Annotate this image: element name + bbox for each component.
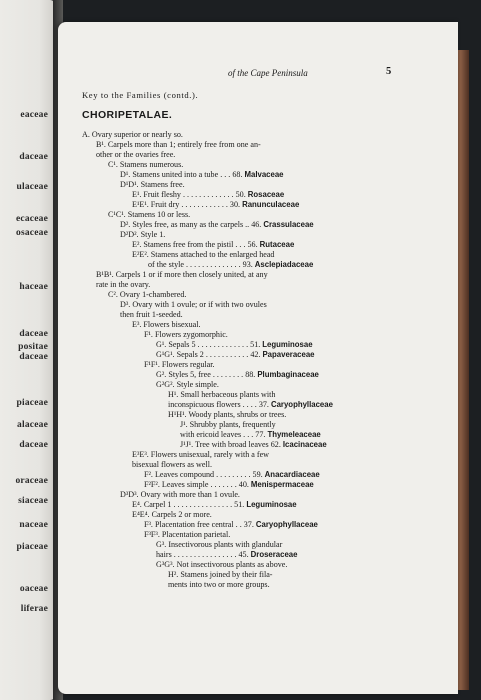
key-line (180, 420, 276, 430)
key-line-text: rate in the ovary. (96, 280, 151, 289)
family-name: Plumbaginaceae (257, 370, 319, 379)
key-line (120, 490, 240, 500)
key-line-text: D². Styles free, as many as the carpels .. 46. (120, 220, 264, 229)
left-page-fragment: oaceae (19, 584, 48, 594)
running-head: of the Cape Peninsula (228, 68, 308, 78)
key-line (108, 160, 183, 170)
key-line (144, 480, 314, 490)
key-line (96, 270, 268, 280)
key-line-text: G²G². Style simple. (156, 380, 219, 389)
family-name: Papaveraceae (262, 350, 315, 359)
key-line-text: D¹. Stamens united into a tube . . . 68. (120, 170, 245, 179)
key-line (144, 330, 228, 340)
key-line (120, 180, 185, 190)
left-page-fragment: positae (18, 342, 48, 352)
left-page-fragment: eaceae (20, 110, 48, 120)
key-line (132, 500, 297, 510)
key-line (180, 430, 321, 440)
key-line (96, 140, 261, 150)
key-line (132, 250, 274, 260)
family-name: Caryophyllaceae (270, 400, 333, 409)
key-line (156, 550, 297, 560)
family-name: Thymeleaceae (267, 430, 321, 439)
key-line-text: other or the ovaries free. (96, 150, 176, 159)
left-page-fragment: liferae (20, 604, 48, 614)
family-name: Ranunculaceae (242, 200, 300, 209)
key-line-text: D³. Ovary with 1 ovule; or if with two ovules (120, 300, 267, 309)
key-line-text: F³F³. Placentation parietal. (144, 530, 231, 539)
key-line-text: E¹E¹. Fruit dry . . . . . . . . . . . . 30. (132, 200, 243, 209)
key-line (132, 190, 284, 200)
family-name: Anacardiaceae (264, 470, 320, 479)
key-line (120, 300, 267, 310)
left-page (0, 0, 56, 700)
key-line-text: G³G³. Not insectivorous plants as above. (156, 560, 288, 569)
key-line-text: ments into two or more groups. (168, 580, 270, 589)
key-line (132, 460, 212, 470)
page-number: 5 (386, 66, 392, 77)
left-page-fragment: osaceae (16, 228, 48, 238)
key-line-text: B¹B¹. Carpels 1 or if more then closely united, at any (96, 270, 268, 279)
left-page-fragment: naceae (19, 520, 48, 530)
family-name: Leguminosae (246, 500, 297, 509)
key-line (120, 170, 284, 180)
key-line-text: F¹. Flowers zygomorphic. (144, 330, 228, 339)
family-name: Rutaceae (259, 240, 295, 249)
left-page-fragment: alaceae (17, 420, 48, 430)
key-line-text: H¹H¹. Woody plants, shrubs or trees. (168, 410, 287, 419)
left-page-fragment: oraceae (15, 476, 48, 486)
key-line-text: D¹D¹. Stamens free. (120, 180, 185, 189)
family-name: Caryophyllaceae (255, 520, 318, 529)
key-line-text: E⁴. Carpel 1 . . . . . . . . . . . . . . . 51. (132, 500, 247, 509)
key-line-text: F³. Placentation free central . . 37. (144, 520, 256, 529)
key-line-text: C¹. Stamens numerous. (108, 160, 184, 169)
key-line (132, 240, 294, 250)
key-line-text: D²D². Style 1. (120, 230, 166, 239)
key-line (144, 360, 215, 370)
key-line (156, 380, 219, 390)
key-line-text: J¹J¹. Tree with broad leaves 62. (180, 440, 283, 449)
left-page-fragment: ulaceae (16, 182, 48, 192)
key-line (120, 230, 165, 240)
key-line-text: bisexual flowers as well. (132, 460, 213, 469)
key-line (120, 310, 183, 320)
key-line (168, 390, 275, 400)
key-line-text: inconspicuous flowers . . . . 37. (168, 400, 271, 409)
key-line (144, 530, 230, 540)
left-page-fragment: daceae (19, 152, 48, 162)
key-line (108, 290, 186, 300)
key-line (168, 570, 272, 580)
key-line (156, 370, 319, 380)
key-line-text: G¹G¹. Sepals 2 . . . . . . . . . . . 42. (156, 350, 263, 359)
left-page-fragment: haceae (19, 282, 48, 292)
key-line-text: G¹. Sepals 5 . . . . . . . . . . . . . 51. (156, 340, 263, 349)
key-line (82, 130, 183, 140)
key-line (168, 580, 270, 590)
key-line-text: F²F². Leaves simple . . . . . . . 40. (144, 480, 251, 489)
key-line-text: E². Stamens free from the pistil . . . 56. (132, 240, 260, 249)
key-line (144, 520, 318, 530)
family-name: Icacinaceae (282, 440, 327, 449)
key-line (148, 260, 313, 270)
key-line (156, 540, 282, 550)
key-line-text: E¹. Fruit fleshy . . . . . . . . . . . . . 50. (132, 190, 248, 199)
key-title: Key to the Families (contd.). (82, 90, 199, 100)
key-line (156, 350, 315, 360)
section-title: CHORIPETALAE. (82, 109, 173, 121)
key-line-text: J¹. Shrubby plants, frequently (180, 420, 276, 429)
family-name: Asclepiadaceae (254, 260, 314, 269)
left-page-fragment: daceae (19, 352, 48, 362)
family-name: Crassulaceae (263, 220, 314, 229)
key-line (132, 320, 201, 330)
left-page-fragment: daceae (19, 440, 48, 450)
key-line (120, 220, 314, 230)
key-line-text: F¹F¹. Flowers regular. (144, 360, 215, 369)
key-line (132, 450, 269, 460)
family-name: Menispermaceae (250, 480, 314, 489)
left-page-fragment: piaceae (16, 398, 48, 408)
key-line-text: F². Leaves compound . . . . . . . . . 59. (144, 470, 265, 479)
family-name: Rosaceae (247, 190, 285, 199)
key-line (96, 280, 150, 290)
key-line-text: G³. Insectivorous plants with glandular (156, 540, 283, 549)
key-line-text: with ericoid leaves . . . 77. (180, 430, 268, 439)
key-line-text: then fruit 1-seeded. (120, 310, 183, 319)
key-line (108, 210, 190, 220)
key-line-text: H². Stamens joined by their fila- (168, 570, 273, 579)
key-line (168, 400, 333, 410)
key-line (132, 510, 212, 520)
left-page-fragment: ecaceae (16, 214, 48, 224)
key-line (132, 200, 299, 210)
key-line-text: E³E³. Flowers unisexual, rarely with a few (132, 450, 270, 459)
key-line-text: B¹. Carpels more than 1; entirely free from one an- (96, 140, 261, 149)
key-line (156, 340, 313, 350)
key-line-text: E³. Flowers bisexual. (132, 320, 201, 329)
key-line-text: of the style . . . . . . . . . . . . . . 93. (148, 260, 255, 269)
key-line-text: H¹. Small herbaceous plants with (168, 390, 276, 399)
key-line-text: G². Styles 5, free . . . . . . . . 88. (156, 370, 258, 379)
right-page (58, 22, 458, 694)
key-line-text: D³D³. Ovary with more than 1 ovule. (120, 490, 240, 499)
key-line-text: C¹C¹. Stamens 10 or less. (108, 210, 191, 219)
key-line (156, 560, 287, 570)
left-page-fragment: siaceae (18, 496, 48, 506)
key-line (96, 150, 175, 160)
key-line-text: E²E². Stamens attached to the enlarged head (132, 250, 275, 259)
family-name: Droseraceae (250, 550, 298, 559)
family-name: Leguminosae (262, 340, 313, 349)
key-line-text: C². Ovary 1-chambered. (108, 290, 187, 299)
key-line (180, 440, 327, 450)
key-line-text: A. Ovary superior or nearly so. (82, 130, 183, 139)
family-name: Malvaceae (244, 170, 284, 179)
left-page-fragment: daceae (19, 329, 48, 339)
key-line-text: E⁴E⁴. Carpels 2 or more. (132, 510, 212, 519)
left-page-fragment: piaceae (16, 542, 48, 552)
key-line-text: hairs . . . . . . . . . . . . . . . . 45. (156, 550, 251, 559)
key-line (144, 470, 320, 480)
key-line (168, 410, 286, 420)
